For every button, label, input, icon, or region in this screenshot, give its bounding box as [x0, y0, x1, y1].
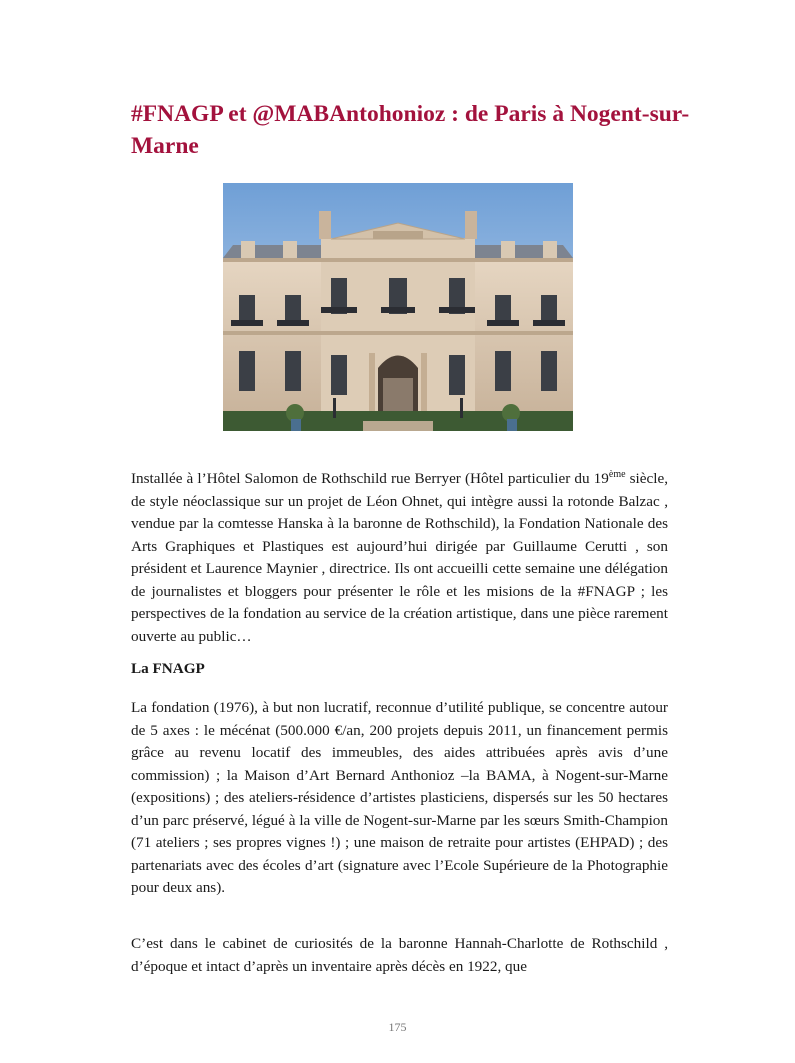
fnagp-paragraph: La fondation (1976), à but non lucratif, reconnue d’utilité publique, se concentre autour de 5 axes : le mécénat (500.000 €/an, 200 projets depuis 2011, un financement permis grâce au revenu locatif des immeubles, des aides attribuées après avis d’une commission) ; la Maison d’Art Bernard Anthonioz –la BAMA, à Nogent-sur-Marne (expositions) ; des ateliers-résidence d’artistes plasticiens, dispersés sur les 50 hectares d’un parc préservé, légué à la ville de Nogent-sur-Marne par les sœurs Smith-Champion (71 ateliers ; ses propres vignes !) ; une maison de retraite pour artistes (EHPAD) ; des partenariats avec des écoles d’art (signature avec l’Ecole Supérieure de la Photographie pour deux ans). [131, 699, 668, 896]
intro-text-part2: siècle, de style néoclassique sur un projet de Léon Ohnet, qui intègre aussi la rotonde Balzac , vendue par la comtesse Hanska à la baronne de Rothschild), la Fondation Nationale des Arts Graphiques et Plastiques est aujourd’hui dirigée par Guillaume Cerutti , son président et Laurence Maynier , directrice. Ils ont accueilli cette semaine une délégation de journalistes et bloggers pour présenter le rôle et les misions de la #FNAGP ; les perspectives de la fondation au service de la création artistique, dans une pièce rarement ouverte au public… [131, 470, 669, 645]
building-photo [223, 183, 573, 431]
intro-paragraph [131, 468, 668, 648]
intro-superscript: ème [608, 469, 626, 480]
intro-text-part1: Installée à l’Hôtel Salomon de Rothschild rue Berryer (Hôtel particulier du 19 [131, 470, 609, 487]
page-number: 175 [388, 1020, 407, 1034]
section-heading: La FNAGP [131, 660, 205, 677]
cabinet-paragraph: C’est dans le cabinet de curiosités de la baronne Hannah-Charlotte de Rothschild , d’époque et intact d’après un inventaire après décès en 1922, que [131, 935, 668, 975]
article-title: #FNAGP et @MABAntohonioz : de Paris à Nogent-sur-Marne [131, 101, 690, 159]
